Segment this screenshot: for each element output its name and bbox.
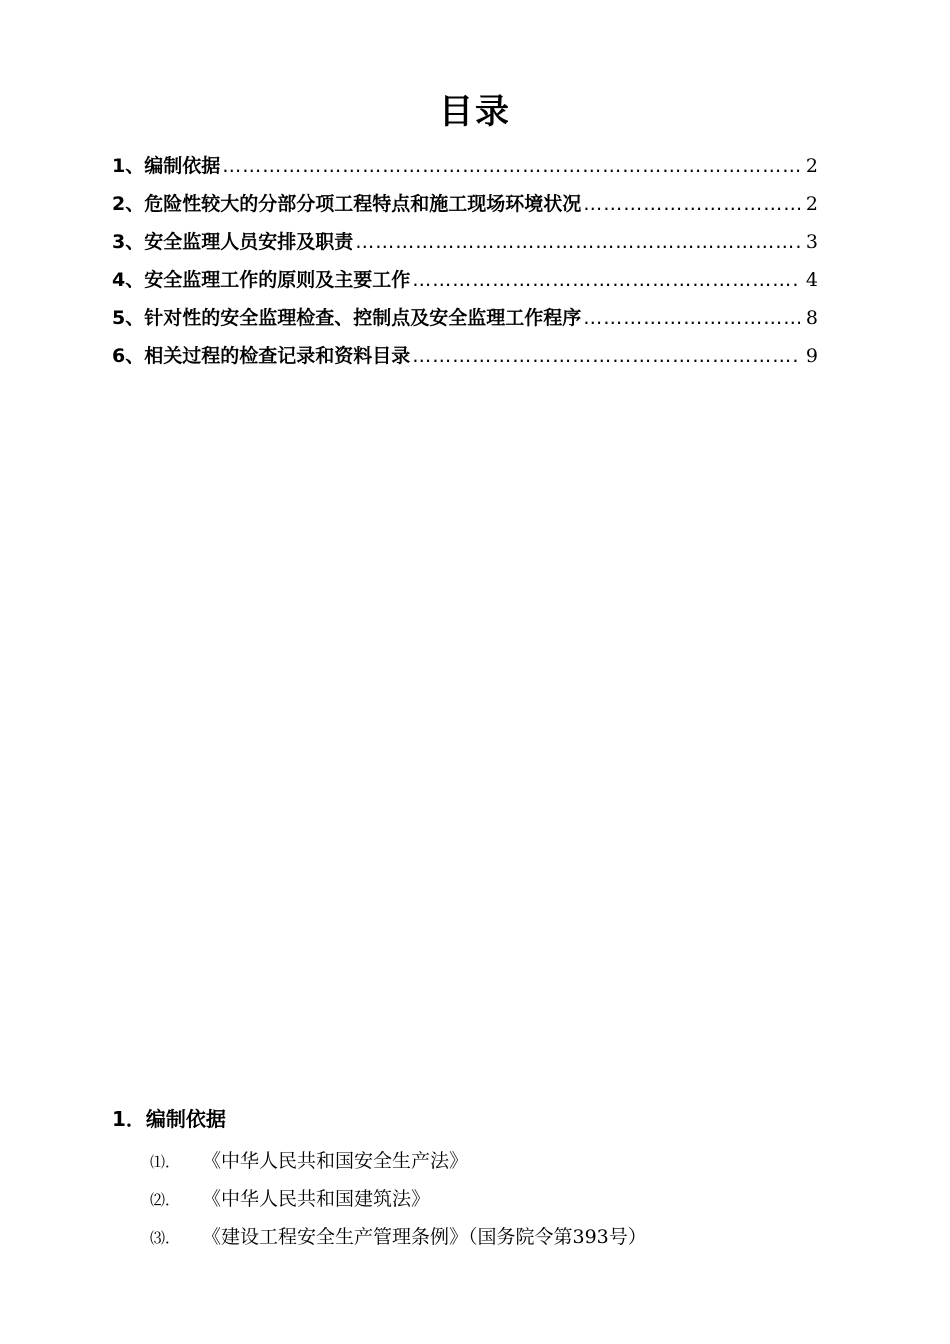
toc-entry-page: 8 [805, 307, 818, 329]
toc-leader-dots [355, 223, 800, 261]
toc-entry[interactable] [112, 147, 818, 185]
list-item [150, 1142, 647, 1180]
reference-list [150, 1142, 647, 1256]
toc-leader-dots [583, 185, 800, 223]
section-heading: 1．编制依据 [112, 1107, 226, 1131]
toc-entry-page: 9 [805, 345, 818, 367]
toc-entry-page: 3 [805, 231, 818, 253]
list-item-text: 《中华人民共和国安全生产法》 [202, 1150, 469, 1172]
toc-entry-label: 6、相关过程的检查记录和资料目录 [112, 345, 411, 367]
table-of-contents [112, 147, 818, 375]
toc-leader-dots [412, 261, 800, 299]
list-item-number: ⑶． [150, 1229, 181, 1247]
toc-entry-page: 2 [805, 155, 818, 177]
toc-leader-dots [222, 147, 800, 185]
toc-entry-label: 4、安全监理工作的原则及主要工作 [112, 269, 411, 291]
toc-entry-page: 4 [805, 269, 818, 291]
toc-entry[interactable] [112, 223, 818, 261]
toc-leader-dots [412, 337, 800, 375]
toc-entry-label: 2、危险性较大的分部分项工程特点和施工现场环境状况 [112, 193, 582, 215]
list-item-number: ⑴． [150, 1153, 181, 1171]
list-item-number: ⑵． [150, 1191, 181, 1209]
toc-entry-label: 5、针对性的安全监理检查、控制点及安全监理工作程序 [112, 307, 582, 329]
toc-leader-dots [583, 299, 800, 337]
list-item [150, 1180, 647, 1218]
list-item [150, 1218, 647, 1256]
toc-entry[interactable] [112, 261, 818, 299]
list-item-text: 《中华人民共和国建筑法》 [202, 1188, 431, 1210]
toc-entry-label: 3、安全监理人员安排及职责 [112, 231, 354, 253]
toc-entry[interactable] [112, 299, 818, 337]
toc-entry[interactable] [112, 185, 818, 223]
toc-entry[interactable] [112, 337, 818, 375]
toc-entry-page: 2 [805, 193, 818, 215]
list-item-text: 《建设工程安全生产管理条例》（国务院令第393号） [202, 1226, 647, 1248]
toc-entry-label: 1、编制依据 [112, 155, 221, 177]
toc-title: 目录 [439, 92, 511, 132]
